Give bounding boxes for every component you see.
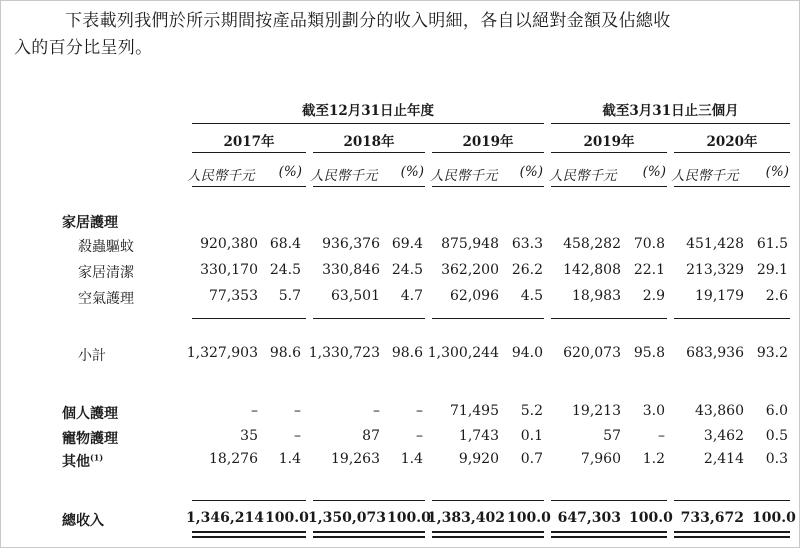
total-double-rule (551, 536, 667, 538)
amount-cell: 63,501 (331, 288, 380, 304)
intro-paragraph (14, 8, 784, 62)
amount-cell: 18,276 (209, 451, 258, 467)
total-top-rule (674, 500, 790, 501)
amount-cell: 936,376 (322, 236, 380, 252)
total-top-rule (192, 500, 306, 501)
amount-cell: 18,983 (572, 288, 621, 304)
subtotal-rule (674, 318, 790, 319)
percent-cell: 29.1 (756, 262, 788, 278)
total-double-rule (674, 531, 790, 533)
header-quarter-group: 截至3月31日止三個月 (602, 103, 739, 119)
amount-cell: 71,495 (450, 403, 499, 419)
unit-rule (551, 186, 667, 187)
unit-rule (192, 186, 306, 187)
percent-cell: 68.4 (269, 236, 301, 252)
percent-cell: 70.8 (633, 236, 665, 252)
percent-cell: 0.1 (520, 428, 543, 444)
percent-cell: 61.5 (756, 236, 788, 252)
percent-cell: 1.4 (278, 451, 301, 467)
total-double-rule (313, 531, 425, 533)
amount-cell: 1,346,214 (186, 510, 264, 526)
unit-rule (313, 186, 425, 187)
unit-pct: (%) (400, 164, 424, 180)
total-top-rule (551, 500, 667, 501)
amount-cell: 1,743 (458, 428, 499, 444)
amount-cell: 9,920 (458, 451, 499, 467)
total-top-rule (313, 500, 425, 501)
total-double-rule (192, 531, 306, 533)
percent-cell: 100.0 (387, 510, 431, 526)
period-header: 2018年 (343, 134, 395, 150)
percent-cell: – (416, 428, 423, 444)
percent-cell: 2.9 (642, 288, 665, 304)
percent-cell: 63.3 (511, 236, 543, 252)
amount-cell: 330,170 (200, 262, 258, 278)
header-year-rule (192, 123, 544, 124)
intro-line-2: 入的百分比呈列。 (14, 38, 153, 58)
total-double-rule (313, 536, 425, 538)
unit-pct: (%) (278, 164, 302, 180)
total-top-rule (432, 500, 544, 501)
percent-cell: 98.6 (269, 345, 301, 361)
period-rule (313, 152, 425, 153)
period-header: 2020年 (706, 134, 758, 150)
period-rule (192, 152, 306, 153)
amount-cell: 330,846 (322, 262, 380, 278)
percent-cell: 69.4 (391, 236, 423, 252)
row-label: 個人護理 (62, 406, 118, 422)
amount-cell: 875,948 (441, 236, 499, 252)
unit-pct: (%) (765, 164, 789, 180)
percent-cell: 22.1 (633, 262, 665, 278)
amount-cell: 733,672 (680, 510, 744, 526)
percent-cell: 100.0 (265, 510, 309, 526)
percent-cell: 24.5 (269, 262, 301, 278)
amount-cell: 920,380 (200, 236, 258, 252)
amount-cell: 451,428 (686, 236, 744, 252)
amount-cell: 1,327,903 (186, 345, 258, 361)
percent-cell: 95.8 (633, 345, 665, 361)
unit-pct: (%) (642, 164, 666, 180)
percent-cell: 26.2 (511, 262, 543, 278)
amount-cell: 19,263 (331, 451, 380, 467)
percent-cell: – (294, 403, 301, 419)
percent-cell: 2.6 (765, 288, 788, 304)
header-year-group: 截至12月31日止年度 (301, 103, 435, 119)
amount-cell: – (373, 403, 380, 419)
amount-cell: 2,414 (703, 451, 744, 467)
percent-cell: 1.4 (400, 451, 423, 467)
period-header: 2017年 (223, 134, 275, 150)
total-double-rule (674, 536, 790, 538)
percent-cell: 24.5 (391, 262, 423, 278)
period-rule (432, 152, 544, 153)
amount-cell: 35 (240, 428, 258, 444)
row-label: 小計 (78, 348, 106, 364)
footnote-marker: (1) (90, 452, 104, 463)
amount-cell: 77,353 (209, 288, 258, 304)
amount-cell: 142,808 (563, 262, 621, 278)
section-label-home-care: 家居護理 (62, 215, 118, 231)
amount-cell: 647,303 (557, 510, 621, 526)
percent-cell: – (294, 428, 301, 444)
percent-cell: 5.2 (520, 403, 543, 419)
amount-cell: 19,213 (572, 403, 621, 419)
percent-cell: 93.2 (756, 345, 788, 361)
amount-cell: 213,329 (686, 262, 744, 278)
percent-cell: – (416, 403, 423, 419)
period-header: 2019年 (583, 134, 635, 150)
amount-cell: 87 (362, 428, 380, 444)
unit-rule (674, 186, 790, 187)
header-quarter-rule (551, 123, 790, 124)
percent-cell: 100.0 (629, 510, 673, 526)
amount-cell: 62,096 (450, 288, 499, 304)
amount-cell: – (251, 403, 258, 419)
percent-cell: 0.5 (765, 428, 788, 444)
total-double-rule (432, 531, 544, 533)
percent-cell: 100.0 (507, 510, 551, 526)
percent-cell: 6.0 (765, 403, 788, 419)
subtotal-rule (313, 318, 425, 319)
total-double-rule (192, 536, 306, 538)
amount-cell: 620,073 (563, 345, 621, 361)
percent-cell: 3.0 (642, 403, 665, 419)
amount-cell: 7,960 (580, 451, 621, 467)
percent-cell: 5.7 (278, 288, 301, 304)
amount-cell: 458,282 (563, 236, 621, 252)
row-label: 空氣護理 (78, 291, 134, 307)
row-label: 寵物護理 (62, 431, 118, 447)
period-rule (551, 152, 667, 153)
percent-cell: – (658, 428, 665, 444)
unit-rmb: 人民幣千元 (671, 168, 739, 184)
row-label: 殺蟲驅蚊 (78, 239, 134, 255)
row-label: 家居清潔 (78, 265, 134, 281)
percent-cell: 98.6 (391, 345, 423, 361)
unit-rmb: 人民幣千元 (310, 168, 378, 184)
percent-cell: 4.5 (520, 288, 543, 304)
amount-cell: 1,300,244 (427, 345, 499, 361)
period-header: 2019年 (462, 134, 514, 150)
amount-cell: 3,462 (703, 428, 744, 444)
amount-cell: 362,200 (441, 262, 499, 278)
unit-rmb: 人民幣千元 (549, 168, 617, 184)
percent-cell: 0.7 (520, 451, 543, 467)
total-double-rule (551, 531, 667, 533)
row-label: 其他$^{(1)}$ (62, 452, 104, 470)
subtotal-rule (432, 318, 544, 319)
unit-rule (432, 186, 544, 187)
unit-rmb: 人民幣千元 (187, 168, 255, 184)
period-rule (674, 152, 790, 153)
percent-cell: 100.0 (752, 510, 796, 526)
row-label-total: 總收入 (62, 513, 104, 529)
subtotal-rule (192, 318, 306, 319)
unit-rmb: 人民幣千元 (430, 168, 498, 184)
amount-cell: 43,860 (695, 403, 744, 419)
percent-cell: 94.0 (511, 345, 543, 361)
percent-cell: 1.2 (642, 451, 665, 467)
amount-cell: 683,936 (686, 345, 744, 361)
subtotal-rule (551, 318, 667, 319)
amount-cell: 19,179 (695, 288, 744, 304)
amount-cell: 57 (603, 428, 621, 444)
intro-line-1: 下表載列我們於所示期間按產品類別劃分的收入明細，各自以絕對金額及佔總收 (65, 11, 671, 31)
total-double-rule (432, 536, 544, 538)
amount-cell: 1,330,723 (308, 345, 380, 361)
percent-cell: 4.7 (400, 288, 423, 304)
amount-cell: 1,350,073 (308, 510, 386, 526)
amount-cell: 1,383,402 (427, 510, 505, 526)
percent-cell: 0.3 (765, 451, 788, 467)
unit-pct: (%) (519, 164, 543, 180)
